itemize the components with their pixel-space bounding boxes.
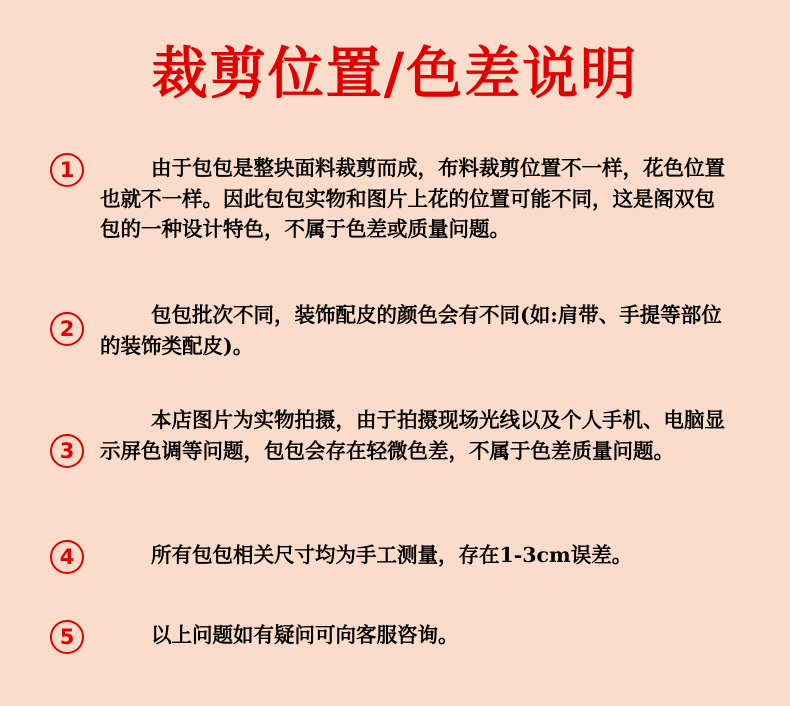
page-title: 裁剪位置/色差说明: [151, 42, 639, 107]
note-number-badge: 3: [50, 434, 84, 468]
note-text: 所有包包相关尺寸均为手工测量，存在1-3cm误差。: [151, 543, 633, 567]
note-number-badge: 4: [50, 540, 84, 574]
note-number-badge: 5: [50, 620, 84, 654]
note-number-badge: 1: [50, 153, 84, 187]
note-text: 由于包包是整块面料裁剪而成，布料裁剪位置不一样，花色位置也就不一样。因此包包实物和图片上花的位置可能不同，这是阁双包包的一种设计特色，不属于色差或质量问题。: [100, 156, 725, 241]
note-text: 本店图片为实物拍摄，由于拍摄现场光线以及个人手机、电脑显示屏色调等问题，包包会存在轻微色差，不属于色差质量问题。: [100, 408, 725, 463]
note-text: 以上问题如有疑问可向客服咨询。: [151, 623, 459, 647]
note-number-badge: 2: [50, 312, 84, 346]
note-text: 包包批次不同，装饰配皮的颜色会有不同(如:肩带、手提等部位的装饰类配皮)。: [100, 303, 722, 358]
